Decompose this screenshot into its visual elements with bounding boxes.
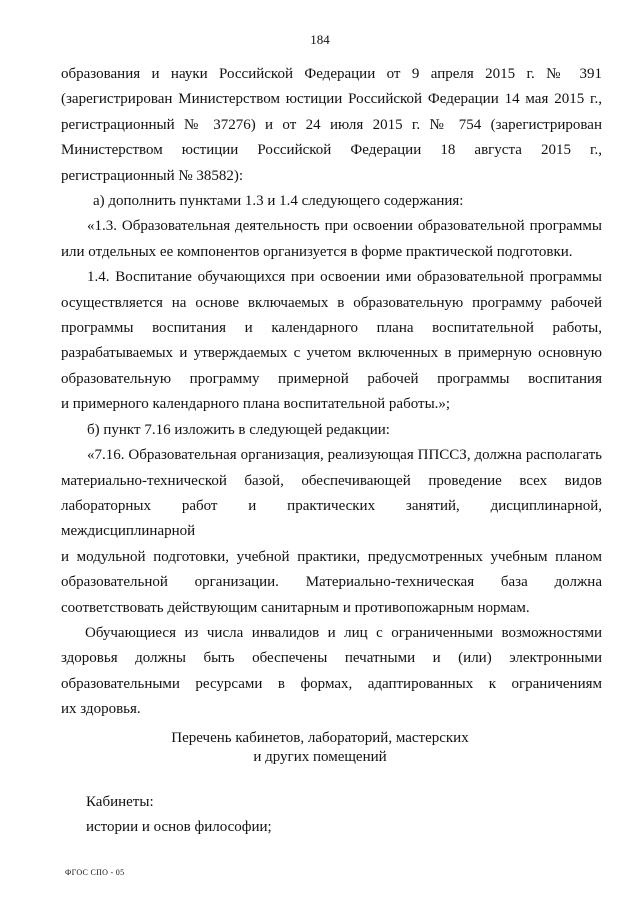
text-line: и модульной подготовки, учебной практики, предусмотренных учебным планом (61, 548, 602, 565)
text-line: регистрационный № 37276) и от 24 июля 2015 г. № 754 (зарегистрирован (61, 116, 602, 133)
text-line: осуществляется на основе включаемых в образовательную программу рабочей (61, 294, 602, 311)
rooms-list-item: истории и основ философии; (86, 819, 272, 835)
text-line: Обучающиеся из числа инвалидов и лиц с ограниченными возможностями (85, 624, 602, 641)
text-line: образовательной организации. Материально-техническая база должна (61, 574, 602, 591)
rooms-list (86, 790, 272, 840)
paragraph (61, 265, 602, 417)
text-line: образовательными ресурсами в формах, адаптированных к ограничениям (61, 675, 602, 692)
paragraph (61, 443, 602, 621)
paragraph (61, 214, 602, 265)
footer-code: ФГОС СПО - 05 (65, 868, 125, 877)
text-line: программы воспитания и календарного плана воспитательной работы, (61, 320, 602, 337)
text-line: б) пункт 7.16 изложить в следующей редакции: (87, 421, 390, 438)
text-line: 1.4. Воспитание обучающихся при освоении ими образовательной программы (87, 269, 602, 286)
text-line: а) дополнить пунктами 1.3 и 1.4 следующего содержания: (93, 193, 464, 210)
section-heading (0, 729, 640, 767)
text-line: и примерного календарного плана воспитательной работы.»; (61, 396, 451, 413)
document-body (61, 62, 602, 723)
text-line: их здоровья. (61, 701, 141, 718)
text-line: регистрационный № 38582): (61, 167, 244, 184)
paragraph (61, 621, 602, 723)
text-line: материально-технической базой, обеспечивающей проведение всех видов (61, 472, 602, 489)
section-heading-line-2: и других помещений (253, 749, 387, 765)
text-line: образования и науки Российской Федерации от 9 апреля 2015 г. № 391 (61, 66, 602, 82)
paragraph (61, 189, 602, 214)
paragraph (61, 418, 602, 443)
text-line: Министерством юстиции Российской Федерации 18 августа 2015 г., (61, 142, 602, 159)
text-line: (зарегистрирован Министерством юстиции Российской Федерации 14 мая 2015 г., (61, 91, 602, 108)
text-line: образовательную программу примерной рабочей программы воспитания (61, 370, 602, 387)
text-line: или отдельных ее компонентов организуется в форме практической подготовки. (61, 243, 573, 260)
paragraph (61, 62, 602, 189)
text-line: лабораторных работ и практических занятий, дисциплинарной, междисциплинарной (61, 497, 602, 540)
text-line: здоровья должны быть обеспечены печатными и (или) электронными (61, 650, 602, 667)
text-line: разрабатываемых и утверждаемых с учетом включенных в примерную основную (61, 345, 602, 362)
text-line: соответствовать действующим санитарным и противопожарным нормам. (61, 599, 530, 616)
text-line: «1.3. Образовательная деятельность при освоении образовательной программы (87, 218, 602, 235)
text-line: «7.16. Образовательная организация, реализующая ППССЗ, должна располагать (87, 447, 602, 464)
rooms-list-label: Кабинеты: (86, 794, 154, 810)
section-heading-line-1: Перечень кабинетов, лабораторий, мастерских (171, 730, 469, 746)
page-number: 184 (310, 32, 330, 47)
